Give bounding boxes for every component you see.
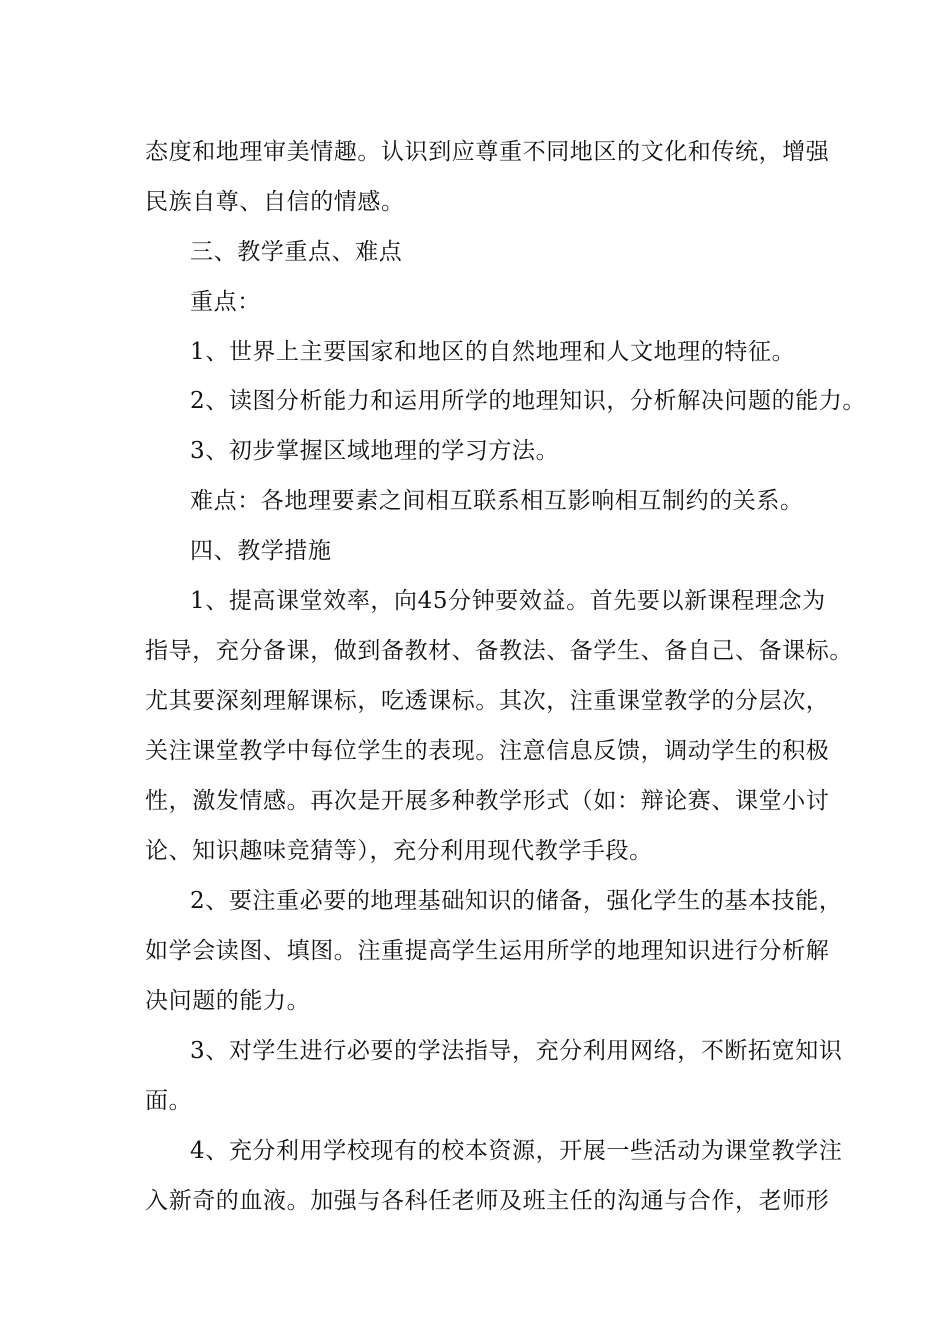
- text-line: 性，激发情感。再次是开展多种教学形式（如：辩论赛、课堂小讨: [145, 788, 830, 814]
- text-line: 难点：各地理要素之间相互联系相互影响相互制约的关系。: [190, 488, 804, 514]
- text-line: 关注课堂教学中每位学生的表现。注意信息反馈，调动学生的积极: [145, 738, 830, 764]
- section-heading: 三、教学重点、难点: [190, 239, 403, 265]
- text-line: 面。: [145, 1088, 193, 1114]
- text-line: 1、世界上主要国家和地区的自然地理和人文地理的特征。: [190, 339, 796, 365]
- text-line: 4、充分利用学校现有的校本资源，开展一些活动为课堂教学注: [190, 1138, 843, 1164]
- section-heading: 四、教学措施: [190, 538, 332, 564]
- text-line: 论、知识趣味竞猜等），充分利用现代教学手段。: [145, 838, 653, 864]
- text-line: 决问题的能力。: [145, 988, 311, 1014]
- text-line: 重点：: [190, 289, 261, 315]
- text-line: 3、初步掌握区域地理的学习方法。: [190, 438, 560, 464]
- text-line: 入新奇的血液。加强与各科任老师及班主任的沟通与合作，老师形: [145, 1188, 830, 1214]
- text-line: 1、提高课堂效率，向45分钟要效益。首先要以新课程理念为: [190, 588, 826, 614]
- text-line: 指导，充分备课，做到备教材、备教法、备学生、备自己、备课标。: [145, 638, 853, 664]
- text-line: 态度和地理审美情趣。认识到应尊重不同地区的文化和传统，增强: [145, 139, 830, 165]
- text-line: 3、对学生进行必要的学法指导，充分利用网络，不断拓宽知识: [190, 1038, 843, 1064]
- text-line: 如学会读图、填图。注重提高学生运用所学的地理知识进行分析解: [145, 938, 830, 964]
- text-line: 2、要注重必要的地理基础知识的储备，强化学生的基本技能，: [190, 888, 843, 914]
- text-line: 民族自尊、自信的情感。: [145, 189, 405, 215]
- text-line: 2、读图分析能力和运用所学的地理知识，分析解决问题的能力。: [190, 388, 867, 414]
- text-line: 尤其要深刻理解课标，吃透课标。其次，注重课堂教学的分层次，: [145, 688, 830, 714]
